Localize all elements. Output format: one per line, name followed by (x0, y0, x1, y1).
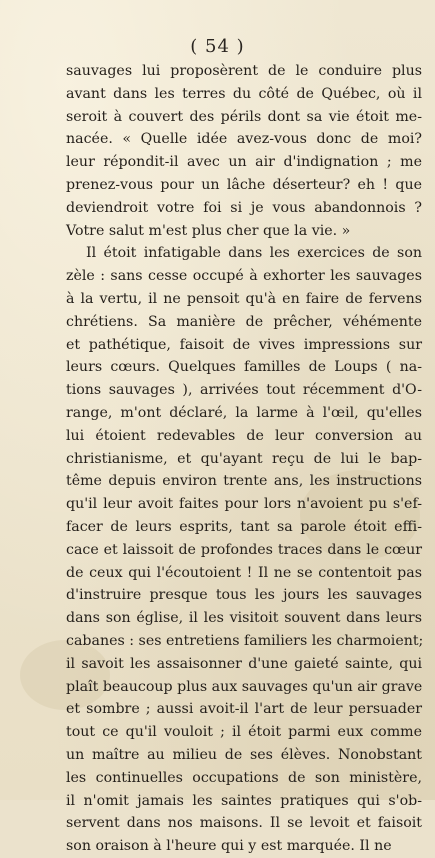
text-line: nacée. « Quelle idée avez-vous donc de moi? (66, 131, 422, 148)
text-line: facer de leurs esprits, tant sa parole étoit effi- (66, 518, 422, 535)
text-line: qu'il leur avoit faites pour lors n'avoient pu s'ef- (66, 496, 422, 513)
text-line: zèle : sans cesse occupé à exhorter les sauvages (66, 268, 422, 285)
text-line: lui étoient redevables de leur conversion au (66, 427, 422, 444)
text-line: seroit à couvert des périls dont sa vie étoit me- (66, 108, 422, 125)
body-text (66, 60, 422, 858)
text-line: Votre salut m'est plus cher que la vie. » (66, 222, 351, 239)
text-line: de ceux qui l'écoutoient ! Il ne se contentoit pas (66, 564, 422, 581)
text-line: et pathétique, faisoit de vives impressions sur (66, 336, 422, 353)
text-line: avant dans les terres du côté de Québec, où il (66, 85, 422, 102)
text-line: il n'omit jamais les saintes pratiques qui s'ob- (66, 792, 422, 809)
text-line: Il étoit infatigable dans les exercices de son (86, 245, 422, 262)
text-line: leur répondit-il avec un air d'indignation ; me (66, 154, 422, 171)
text-line: prenez-vous pour un lâche déserteur? eh ! que (66, 176, 422, 193)
text-line: plaît beaucoup plus aux sauvages qu'un air grave (66, 678, 423, 695)
page-number: ( 54 ) (190, 36, 245, 57)
text-line: tions sauvages ), arrivées tout récemment d'O- (66, 382, 422, 399)
text-line: leurs cœurs. Quelques familles de Loups ( na- (66, 359, 422, 376)
text-line: d'instruire presque tous les jours les sauvages (66, 587, 422, 604)
text-line: dans son église, il les visitoit souvent dans leurs (66, 610, 422, 627)
text-line: range, m'ont déclaré, la larme à l'œil, qu'elles (66, 404, 422, 421)
text-line: et sombre ; aussi avoit-il l'art de leur persuader (66, 701, 422, 718)
text-line: chrétiens. Sa manière de prêcher, véhémente (66, 313, 422, 330)
text-line: un maître au milieu de ses élèves. Nonobstant (66, 746, 422, 763)
text-line: servent dans nos maisons. Il se levoit et faisoit (66, 815, 422, 832)
text-line: à la vertu, il ne pensoit qu'à en faire de fervens (66, 290, 422, 307)
text-line: cace et laissoit de profondes traces dans le cœur (66, 541, 422, 558)
text-line: les continuelles occupations de son ministère, (66, 769, 422, 786)
text-line: deviendroit votre foi si je vous abandonnois ? (66, 199, 422, 216)
text-line: il savoit les assaisonner d'une gaieté sainte, qui (66, 655, 422, 672)
text-line: tême depuis environ trente ans, les instructions (66, 473, 422, 490)
text-line: cabanes : ses entretiens familiers les charmoient; (66, 632, 424, 649)
text-line: sauvages lui proposèrent de le conduire plus (66, 63, 422, 79)
text-line: christianisme, et qu'ayant reçu de lui le bap- (66, 450, 422, 467)
text-line: son oraison à l'heure qui y est marquée. Il ne (66, 838, 392, 855)
text-line: tout ce qu'il vouloit ; il étoit parmi eux comme (66, 724, 422, 741)
